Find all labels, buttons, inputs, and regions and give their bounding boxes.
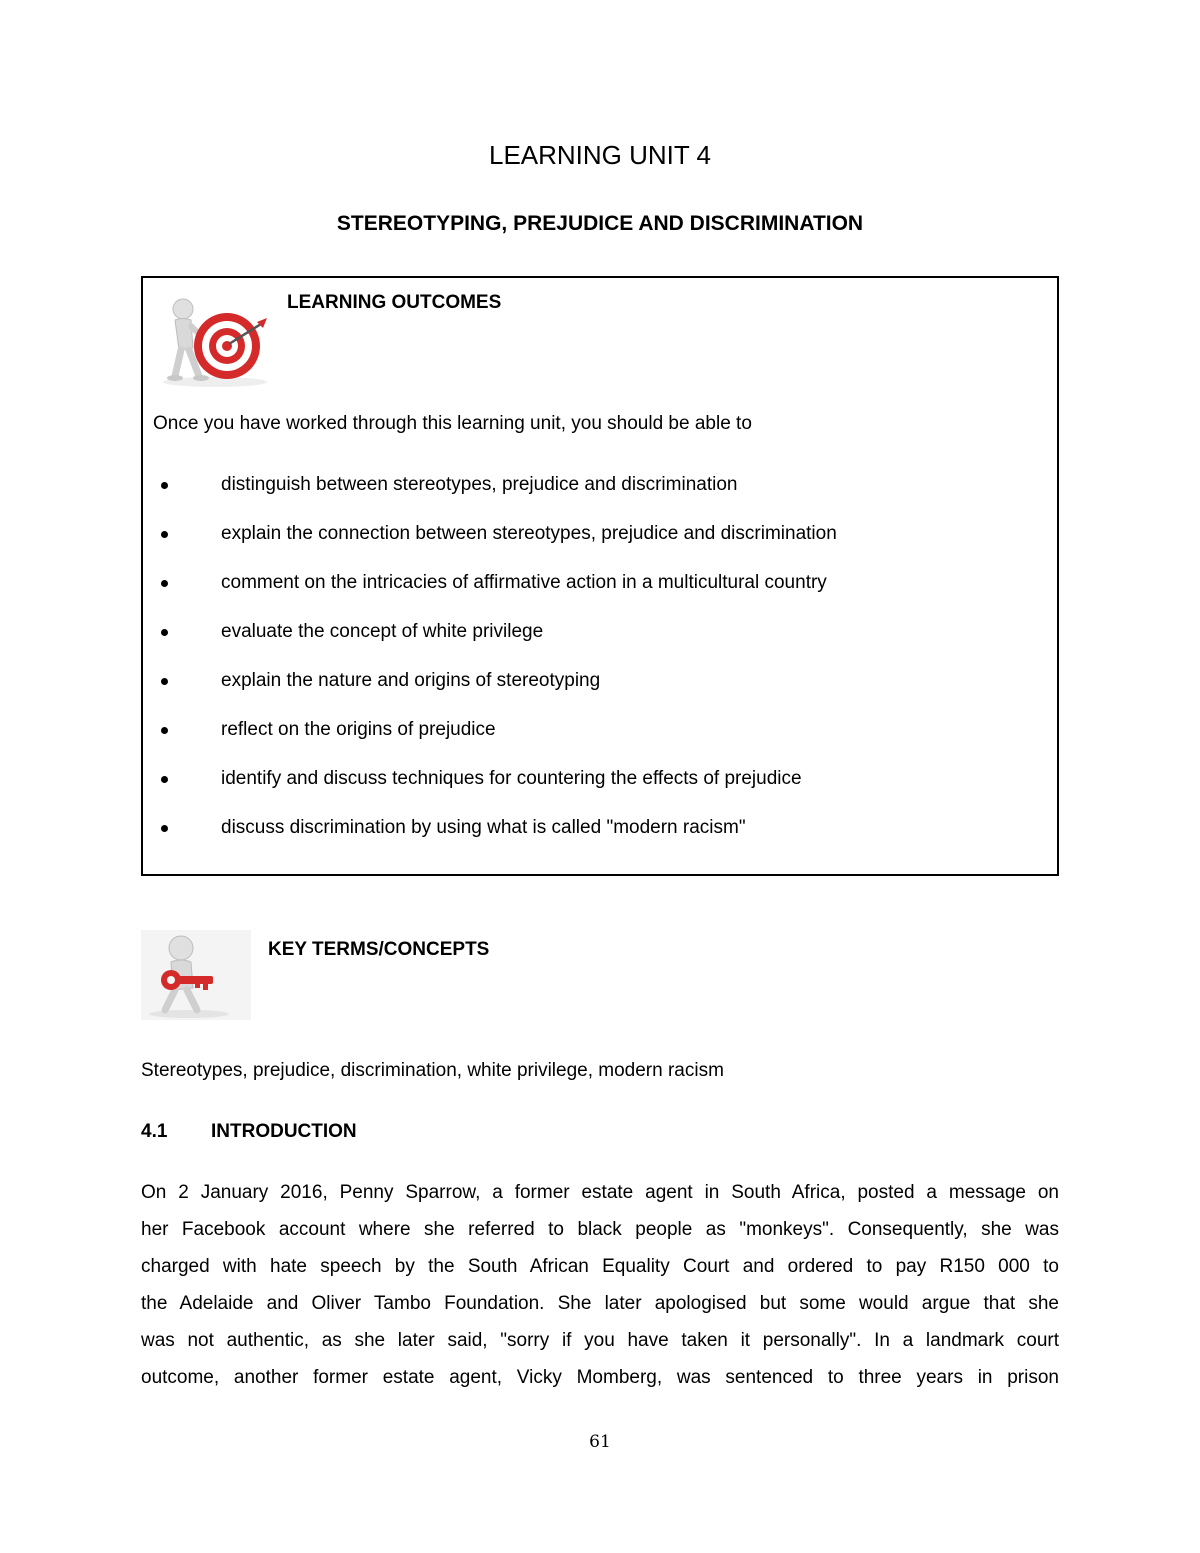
key-terms-text: Stereotypes, prejudice, discrimination, white privilege, modern racism	[141, 1060, 724, 1081]
bullet-icon	[161, 776, 168, 783]
paragraph-line: On 2 January 2016, Penny Sparrow, a former estate agent in South Africa, posted a message on	[141, 1182, 1059, 1203]
list-item: explain the connection between stereotypes, prejudice and discrimination	[143, 523, 837, 572]
learning-outcomes-intro: Once you have worked through this learning unit, you should be able to	[153, 413, 752, 434]
bullet-icon	[161, 482, 168, 489]
section-title: INTRODUCTION	[211, 1121, 357, 1142]
bullet-icon	[161, 531, 168, 538]
bullet-icon	[161, 727, 168, 734]
bullet-icon	[161, 678, 168, 685]
list-item: identify and discuss techniques for countering the effects of prejudice	[143, 768, 837, 817]
list-item: evaluate the concept of white privilege	[143, 621, 837, 670]
key-figure-icon	[141, 930, 251, 1020]
bullet-icon	[161, 825, 168, 832]
unit-title: LEARNING UNIT 4	[488, 140, 711, 170]
paragraph-line: was not authentic, as she later said, "sorry if you have taken it personally". In a landmark court	[141, 1330, 1059, 1351]
page-number: 61	[589, 1432, 611, 1452]
section-number: 4.1	[141, 1121, 168, 1142]
paragraph-line: outcome, another former estate agent, Vicky Momberg, was sentenced to three years in prison	[141, 1367, 1059, 1388]
key-terms-heading: KEY TERMS/CONCEPTS	[268, 939, 490, 960]
list-item: reflect on the origins of prejudice	[143, 719, 837, 768]
unit-subtitle: STEREOTYPING, PREJUDICE AND DISCRIMINATION	[336, 212, 864, 235]
bullet-icon	[161, 580, 168, 587]
introduction-paragraph	[141, 1177, 1059, 1399]
list-item: discuss discrimination by using what is called "modern racism"	[143, 817, 837, 866]
paragraph-line: the Adelaide and Oliver Tambo Foundation. She later apologised but some would argue that she	[141, 1293, 1059, 1314]
target-figure-icon	[153, 296, 271, 388]
bullet-icon	[161, 629, 168, 636]
list-item: distinguish between stereotypes, prejudice and discrimination	[143, 474, 837, 523]
paragraph-line: her Facebook account where she referred to black people as "monkeys". Consequently, she was	[141, 1219, 1059, 1240]
list-item: explain the nature and origins of stereotyping	[143, 670, 837, 719]
learning-outcomes-heading: LEARNING OUTCOMES	[287, 292, 502, 313]
paragraph-line: charged with hate speech by the South African Equality Court and ordered to pay R150 000 to	[141, 1256, 1059, 1277]
section-heading	[141, 1121, 357, 1143]
learning-outcomes-list	[143, 474, 837, 866]
list-item: comment on the intricacies of affirmative action in a multicultural country	[143, 572, 837, 621]
learning-outcomes-box	[141, 276, 1059, 876]
